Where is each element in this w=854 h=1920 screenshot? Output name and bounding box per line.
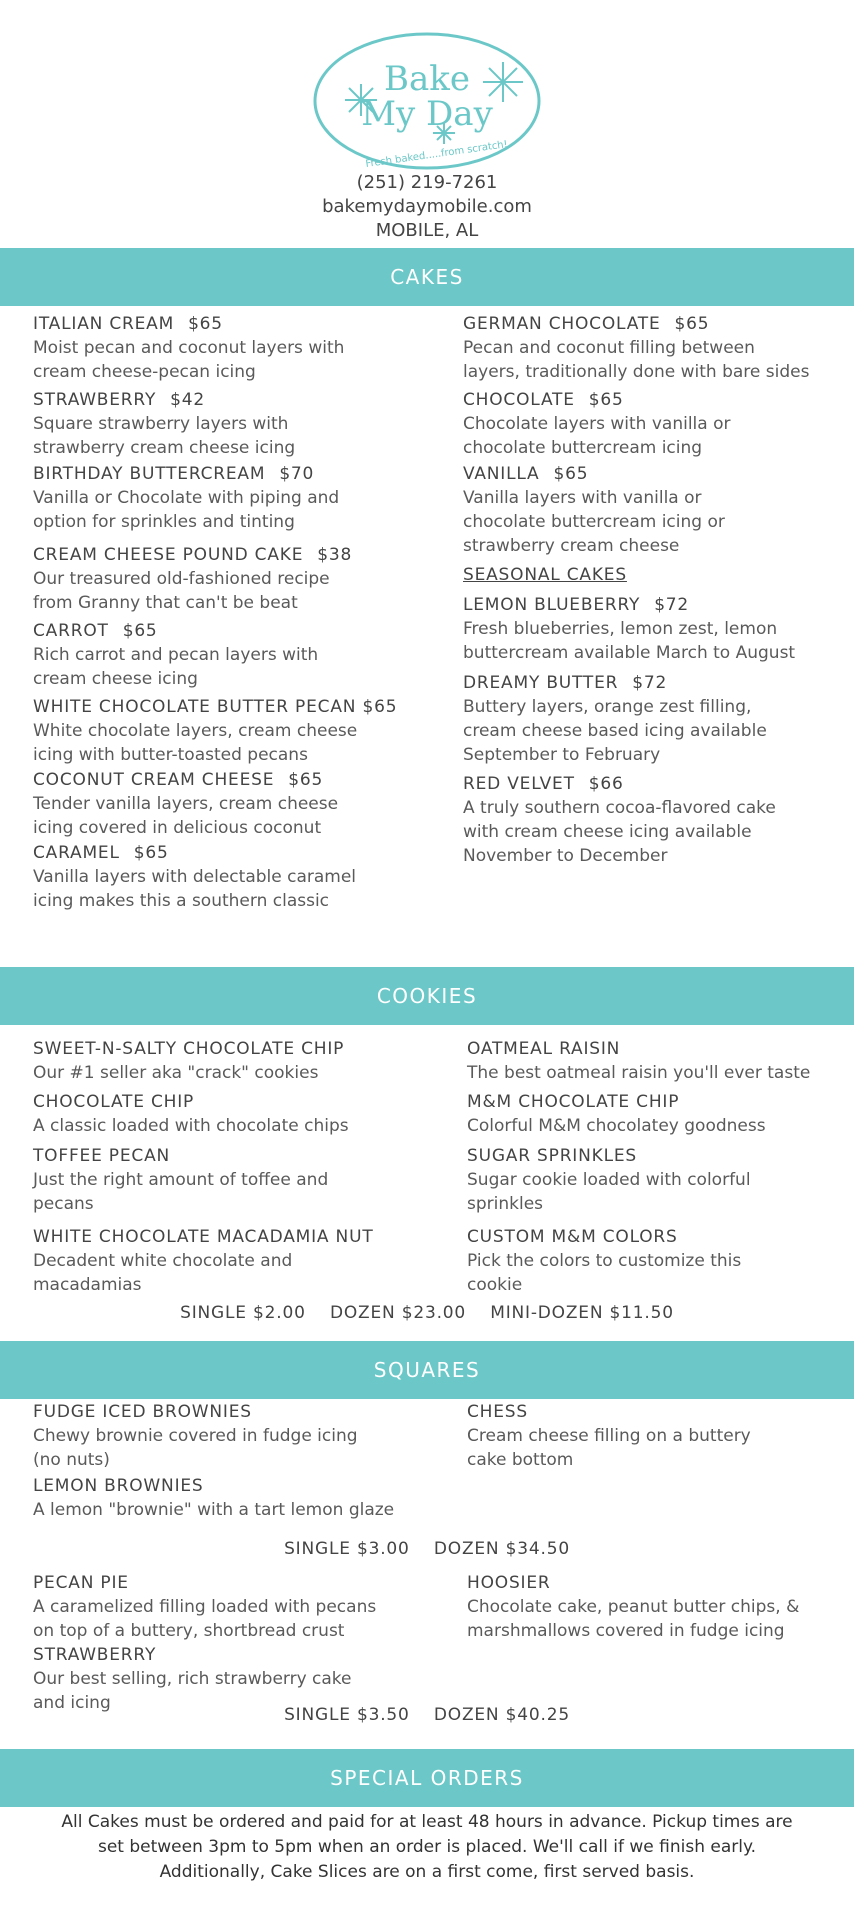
cake-desc: Tender vanilla layers, cream cheese xyxy=(33,794,339,814)
square-desc: Chocolate cake, peanut butter chips, & xyxy=(467,1597,800,1617)
cookie-name: WHITE CHOCOLATE MACADAMIA NUT xyxy=(33,1227,374,1247)
cookie-name: TOFFEE PECAN xyxy=(33,1146,171,1166)
cake-name: CREAM CHEESE POUND CAKE xyxy=(33,545,304,565)
special-orders-line: Additionally, Cake Slices are on a first come, first served basis. xyxy=(159,1862,695,1882)
cake-price: $65 xyxy=(674,314,710,334)
cake-name: COCONUT CREAM CHEESE xyxy=(33,770,275,790)
location: MOBILE, AL xyxy=(375,220,479,241)
cookie-desc: cookie xyxy=(467,1275,523,1295)
cake-desc: Chocolate layers with vanilla or xyxy=(463,414,731,434)
cake-item xyxy=(33,544,433,615)
square-desc: cake bottom xyxy=(467,1450,574,1470)
cookie-desc: Sugar cookie loaded with colorful xyxy=(467,1170,751,1190)
website: bakemydaymobile.com xyxy=(322,196,532,217)
logo-line1: Bake xyxy=(384,59,470,99)
cake-price: $42 xyxy=(170,390,205,410)
cookie-name: SUGAR SPRINKLES xyxy=(467,1146,637,1166)
square-item xyxy=(467,1572,847,1643)
price-single: SINGLE $3.00 xyxy=(284,1539,410,1559)
cake-desc: A truly southern cocoa-flavored cake xyxy=(463,798,776,818)
bake-my-day-logo xyxy=(311,30,543,172)
cake-name: ITALIAN CREAM xyxy=(33,314,175,334)
square-desc: A caramelized filling loaded with pecans xyxy=(33,1597,377,1617)
cake-desc: September to February xyxy=(463,745,661,765)
cake-desc: Moist pecan and coconut layers with xyxy=(33,338,345,358)
seasonal-cake-item xyxy=(463,773,843,868)
cake-desc: layers, traditionally done with bare sides xyxy=(463,362,810,382)
special-orders-line: All Cakes must be ordered and paid for at least 48 hours in advance. Pickup times are xyxy=(61,1812,793,1832)
cake-name: WHITE CHOCOLATE BUTTER PECAN xyxy=(33,697,357,717)
cake-desc: Vanilla layers with vanilla or xyxy=(463,488,702,508)
cake-item xyxy=(33,313,433,384)
cake-desc: option for sprinkles and tinting xyxy=(33,512,295,532)
square-desc: and icing xyxy=(33,1693,111,1713)
square-desc: A lemon "brownie" with a tart lemon glaze xyxy=(33,1500,395,1520)
cake-item xyxy=(463,463,843,558)
square-desc: Chewy brownie covered in fudge icing xyxy=(33,1426,358,1446)
square-item xyxy=(33,1475,453,1522)
cake-name: CARAMEL xyxy=(33,843,120,863)
cookie-name: CHOCOLATE CHIP xyxy=(33,1092,195,1112)
cookie-prices xyxy=(0,1303,854,1323)
header xyxy=(0,0,854,248)
special-orders-line: set between 3pm to 5pm when an order is placed. We'll call if we finish early. xyxy=(97,1837,757,1857)
square-desc: Cream cheese filling on a buttery xyxy=(467,1426,751,1446)
cake-name: CARROT xyxy=(33,621,109,641)
cookie-desc: Decadent white chocolate and xyxy=(33,1251,293,1271)
cake-item xyxy=(463,389,843,460)
cake-desc: Vanilla layers with delectable caramel xyxy=(33,867,357,887)
cake-item xyxy=(33,696,433,767)
special-orders-text xyxy=(30,1810,824,1885)
special-orders-heading: SPECIAL ORDERS xyxy=(0,1749,854,1807)
square-name: PECAN PIE xyxy=(33,1573,129,1593)
cookie-name: SWEET-N-SALTY CHOCOLATE CHIP xyxy=(33,1039,345,1059)
cake-desc: Pecan and coconut filling between xyxy=(463,338,755,358)
cake-desc: cream cheese-pecan icing xyxy=(33,362,256,382)
cake-desc: icing covered in delicious coconut xyxy=(33,818,322,838)
cake-desc: buttercream available March to August xyxy=(463,643,796,663)
square-prices-2 xyxy=(0,1705,854,1725)
cake-price: $65 xyxy=(133,843,169,863)
cookie-name: OATMEAL RAISIN xyxy=(467,1039,621,1059)
cake-item xyxy=(33,620,433,691)
cake-price: $65 xyxy=(122,621,158,641)
cake-desc: Fresh blueberries, lemon zest, lemon xyxy=(463,619,778,639)
cake-desc: Rich carrot and pecan layers with xyxy=(33,645,319,665)
cake-desc: Our treasured old-fashioned recipe xyxy=(33,569,330,589)
cake-price: $72 xyxy=(632,673,668,693)
cookie-item xyxy=(33,1226,433,1297)
cake-desc: icing makes this a southern classic xyxy=(33,891,330,911)
cake-desc: Buttery layers, orange zest filling, xyxy=(463,697,752,717)
phone-number: (251) 219-7261 xyxy=(356,172,498,193)
cake-item xyxy=(33,769,433,840)
cake-price: $70 xyxy=(279,464,315,484)
cake-desc: chocolate buttercream icing or xyxy=(463,512,725,532)
cookie-desc: pecans xyxy=(33,1194,94,1214)
square-name: HOOSIER xyxy=(467,1573,551,1593)
cookie-name: CUSTOM M&M COLORS xyxy=(467,1227,678,1247)
price-mini-dozen: MINI-DOZEN $11.50 xyxy=(490,1303,674,1323)
square-item xyxy=(467,1401,847,1472)
cookie-desc: sprinkles xyxy=(467,1194,544,1214)
cake-desc: cream cheese based icing available xyxy=(463,721,767,741)
square-name: CHESS xyxy=(467,1402,528,1422)
square-desc: Our best selling, rich strawberry cake xyxy=(33,1669,352,1689)
square-prices-1 xyxy=(0,1539,854,1559)
price-dozen: DOZEN $34.50 xyxy=(433,1539,570,1559)
cake-item xyxy=(463,313,843,384)
cake-name: LEMON BLUEBERRY xyxy=(463,595,641,615)
cake-desc: White chocolate layers, cream cheese xyxy=(33,721,358,741)
cake-name: GERMAN CHOCOLATE xyxy=(463,314,661,334)
square-desc: on top of a buttery, shortbread crust xyxy=(33,1621,345,1641)
cake-desc: Vanilla or Chocolate with piping and xyxy=(33,488,340,508)
cake-desc: from Granny that can't be beat xyxy=(33,593,298,613)
cake-price: $65 xyxy=(362,697,398,717)
cake-name: CHOCOLATE xyxy=(463,390,575,410)
cake-desc: with cream cheese icing available xyxy=(463,822,752,842)
seasonal-cake-item xyxy=(463,672,843,767)
cookie-desc: Our #1 seller aka "crack" cookies xyxy=(33,1063,319,1083)
square-item xyxy=(33,1401,433,1472)
cake-name: DREAMY BUTTER xyxy=(463,673,619,693)
square-name: FUDGE ICED BROWNIES xyxy=(33,1402,252,1422)
cake-desc: strawberry cream cheese xyxy=(463,536,680,556)
cake-desc: Square strawberry layers with xyxy=(33,414,289,434)
cake-item xyxy=(33,842,433,913)
cake-name: RED VELVET xyxy=(463,774,575,794)
squares-heading: SQUARES xyxy=(0,1341,854,1399)
cookie-item xyxy=(33,1145,433,1216)
cookie-desc: A classic loaded with chocolate chips xyxy=(33,1116,349,1136)
cake-price: $65 xyxy=(288,770,324,790)
cake-desc: cream cheese icing xyxy=(33,669,198,689)
cookie-item xyxy=(467,1226,847,1297)
cakes-heading: CAKES xyxy=(0,248,854,306)
cake-name: BIRTHDAY BUTTERCREAM xyxy=(33,464,266,484)
cake-name: VANILLA xyxy=(463,464,540,484)
cake-desc: chocolate buttercream icing xyxy=(463,438,703,458)
cake-name: STRAWBERRY xyxy=(33,390,157,410)
cookie-desc: Just the right amount of toffee and xyxy=(33,1170,329,1190)
cookie-item xyxy=(467,1038,847,1085)
cookie-item xyxy=(33,1038,433,1085)
square-name: STRAWBERRY xyxy=(33,1645,157,1665)
cake-price: $65 xyxy=(588,390,624,410)
cookie-desc: The best oatmeal raisin you'll ever taste xyxy=(467,1063,811,1083)
cake-desc: strawberry cream cheese icing xyxy=(33,438,296,458)
logo-tagline: Fresh baked.....from scratch! xyxy=(364,139,509,170)
price-single: SINGLE $2.00 xyxy=(180,1303,306,1323)
cookie-desc: Pick the colors to customize this xyxy=(467,1251,742,1271)
cookie-item xyxy=(467,1091,847,1138)
cake-desc: November to December xyxy=(463,846,668,866)
square-name: LEMON BROWNIES xyxy=(33,1476,204,1496)
cookie-name: M&M CHOCOLATE CHIP xyxy=(467,1092,680,1112)
cake-price: $38 xyxy=(317,545,353,565)
cake-item xyxy=(33,463,433,534)
square-item xyxy=(33,1572,453,1643)
seasonal-cakes-heading: SEASONAL CAKES xyxy=(463,565,627,585)
logo-line2: My Day xyxy=(361,94,493,134)
cake-price: $65 xyxy=(553,464,589,484)
seasonal-cake-item xyxy=(463,594,843,665)
cookie-item xyxy=(33,1091,433,1138)
price-single: SINGLE $3.50 xyxy=(284,1705,410,1725)
cake-price: $66 xyxy=(588,774,624,794)
cake-price: $72 xyxy=(654,595,690,615)
square-desc: (no nuts) xyxy=(33,1450,110,1470)
cookie-desc: macadamias xyxy=(33,1275,142,1295)
cookie-item xyxy=(467,1145,847,1216)
cookie-desc: Colorful M&M chocolatey goodness xyxy=(467,1116,766,1136)
cake-price: $65 xyxy=(188,314,223,334)
price-dozen: DOZEN $23.00 xyxy=(329,1303,467,1323)
cake-item xyxy=(33,389,433,460)
price-dozen: DOZEN $40.25 xyxy=(433,1705,570,1725)
cake-desc: icing with butter-toasted pecans xyxy=(33,745,308,765)
cookies-heading: COOKIES xyxy=(0,967,854,1025)
square-desc: marshmallows covered in fudge icing xyxy=(467,1621,785,1641)
